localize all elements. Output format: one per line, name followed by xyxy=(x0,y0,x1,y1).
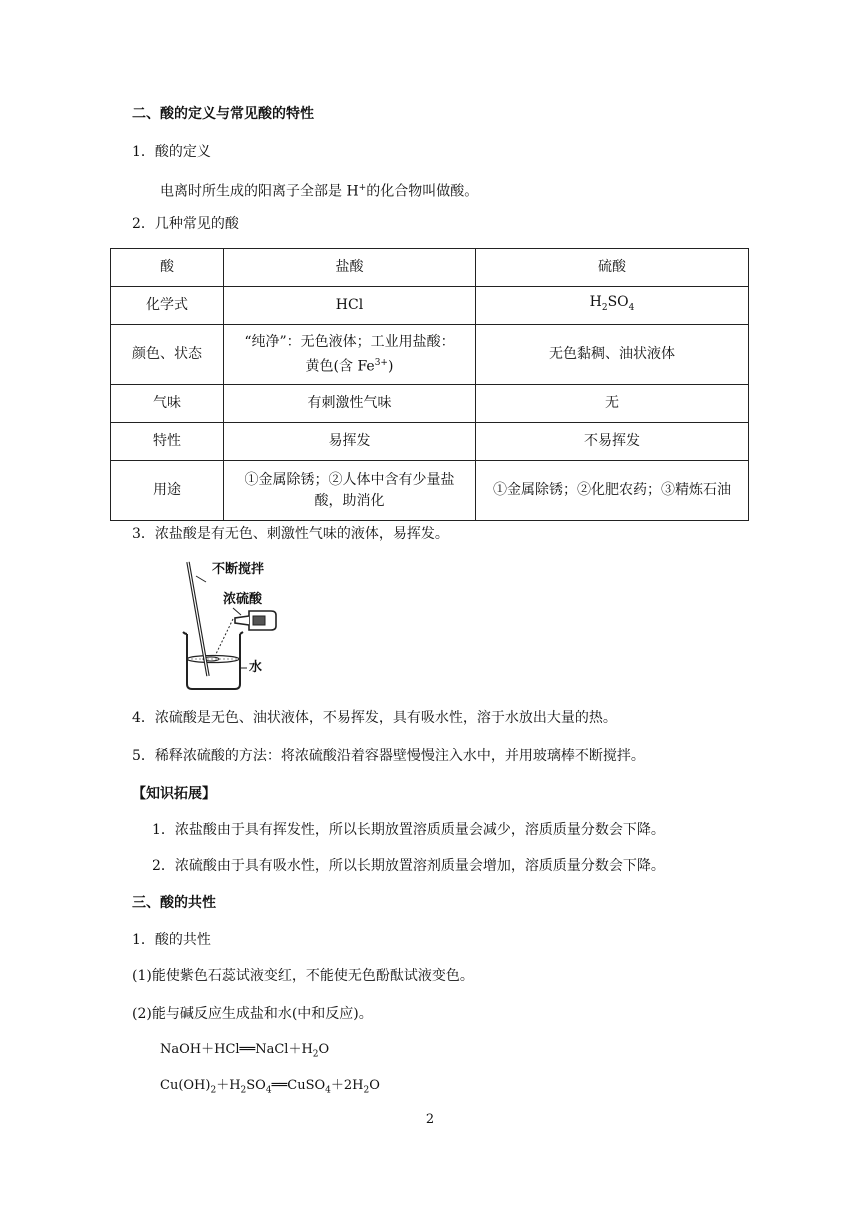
row-label-property: 特性 xyxy=(111,423,224,461)
label-water: 水 xyxy=(249,660,263,675)
eq-part: ＋2H xyxy=(330,1078,364,1093)
header-h2so4: 硫酸 xyxy=(476,249,749,287)
hcl-smell: 有刺激性气味 xyxy=(224,385,476,423)
subsection-acid-definition: 1．酸的定义 xyxy=(132,144,211,160)
knowledge-extension-title: 【知识拓展】 xyxy=(132,786,216,802)
point-3: 3．浓盐酸是有无色、刺激性气味的液体，易挥发。 xyxy=(132,526,449,542)
eq-part: ══CuSO xyxy=(271,1078,326,1093)
header-hcl: 盐酸 xyxy=(224,249,476,287)
hcl-use xyxy=(224,461,476,521)
row-label-formula: 化学式 xyxy=(111,287,224,325)
eq-part: SO xyxy=(246,1078,266,1093)
table-row xyxy=(111,385,749,423)
acid-definition-text xyxy=(160,178,478,202)
eq-part: Cu(OH) xyxy=(160,1078,211,1093)
eq-part: O xyxy=(318,1042,330,1057)
label-conc-sulfuric-acid: 浓硫酸 xyxy=(223,592,263,607)
extension-item-1: 1．浓盐酸由于具有挥发性，所以长期放置溶质质量会减少，溶质质量分数会下降。 xyxy=(152,822,665,838)
table-row xyxy=(111,461,749,521)
table-row xyxy=(111,423,749,461)
formula-part: SO xyxy=(607,294,629,311)
text-part: ) xyxy=(387,358,394,375)
text-part: 黄色(含 Fe xyxy=(305,358,375,375)
dilution-figure xyxy=(175,558,285,696)
subsection-common-properties: 1．酸的共性 xyxy=(132,932,211,948)
definition-part-a: 电离时所生成的阳离子全部是 H xyxy=(160,183,359,200)
h2so4-property: 不易挥发 xyxy=(476,423,749,461)
hcl-use-line2: 酸，助消化 xyxy=(314,492,385,509)
eq-sub: 4 xyxy=(265,1085,272,1096)
hcl-color-line2 xyxy=(228,353,471,378)
header-acid: 酸 xyxy=(111,249,224,287)
eq-part: O xyxy=(369,1078,380,1093)
acid-comparison-table xyxy=(110,248,749,521)
row-label-use: 用途 xyxy=(111,461,224,521)
formula-part: H xyxy=(589,294,602,311)
row-label-smell: 气味 xyxy=(111,385,224,423)
eq-sub: 4 xyxy=(325,1085,331,1096)
eq-sub: 2 xyxy=(240,1085,247,1096)
equation-1 xyxy=(160,1040,329,1065)
hcl-color-line1: “纯净”：无色液体；工业用盐酸： xyxy=(244,333,455,350)
hcl-property: 易挥发 xyxy=(224,423,476,461)
eq-part: NaOH＋HCl══NaCl＋H xyxy=(160,1042,313,1057)
point-5: 5．稀释浓硫酸的方法：将浓硫酸沿着容器壁慢慢注入水中，并用玻璃棒不断搅拌。 xyxy=(132,748,645,764)
eq-sub: 2 xyxy=(210,1085,217,1096)
definition-part-b: 的化合物叫做酸。 xyxy=(366,183,479,200)
row-label-color-state: 颜色、状态 xyxy=(111,325,224,385)
label-keep-stirring: 不断搅拌 xyxy=(212,562,265,577)
fe-ion-charge: 3+ xyxy=(374,357,388,368)
h2so4-use: ①金属除锈；②化肥农药；③精炼石油 xyxy=(476,461,749,521)
formula-sub: 2 xyxy=(601,302,608,313)
equation-2 xyxy=(160,1076,380,1101)
table-row xyxy=(111,325,749,385)
point-4: 4．浓硫酸是无色、油状液体，不易挥发，具有吸水性，溶于水放出大量的热。 xyxy=(132,710,617,726)
eq-part: ＋H xyxy=(216,1078,241,1093)
formula-sub: 4 xyxy=(628,302,635,313)
property-item-1: (1)能使紫色石蕊试液变红，不能使无色酚酞试液变色。 xyxy=(132,968,474,984)
table-row xyxy=(111,287,749,325)
hcl-color-state xyxy=(224,325,476,385)
table-row xyxy=(111,249,749,287)
hcl-use-line1: ①金属除锈；②人体中含有少量盐 xyxy=(244,471,455,488)
hcl-formula: HCl xyxy=(224,287,476,325)
section-2-title: 二、酸的定义与常见酸的特性 xyxy=(132,106,314,122)
section-3-title: 三、酸的共性 xyxy=(132,895,216,911)
page-number: 2 xyxy=(425,1112,435,1127)
h2so4-color-state: 无色黏稠、油状液体 xyxy=(476,325,749,385)
eq-sub: 2 xyxy=(312,1049,319,1060)
extension-item-2: 2．浓硫酸由于具有吸水性，所以长期放置溶剂质量会增加，溶质质量分数会下降。 xyxy=(152,858,665,874)
h2so4-formula xyxy=(476,287,749,325)
h2so4-smell: 无 xyxy=(476,385,749,423)
h-ion-charge: + xyxy=(358,183,367,193)
subsection-common-acids: 2．几种常见的酸 xyxy=(132,216,239,232)
eq-sub: 2 xyxy=(363,1085,370,1096)
property-item-2: (2)能与碱反应生成盐和水(中和反应)。 xyxy=(132,1006,373,1022)
